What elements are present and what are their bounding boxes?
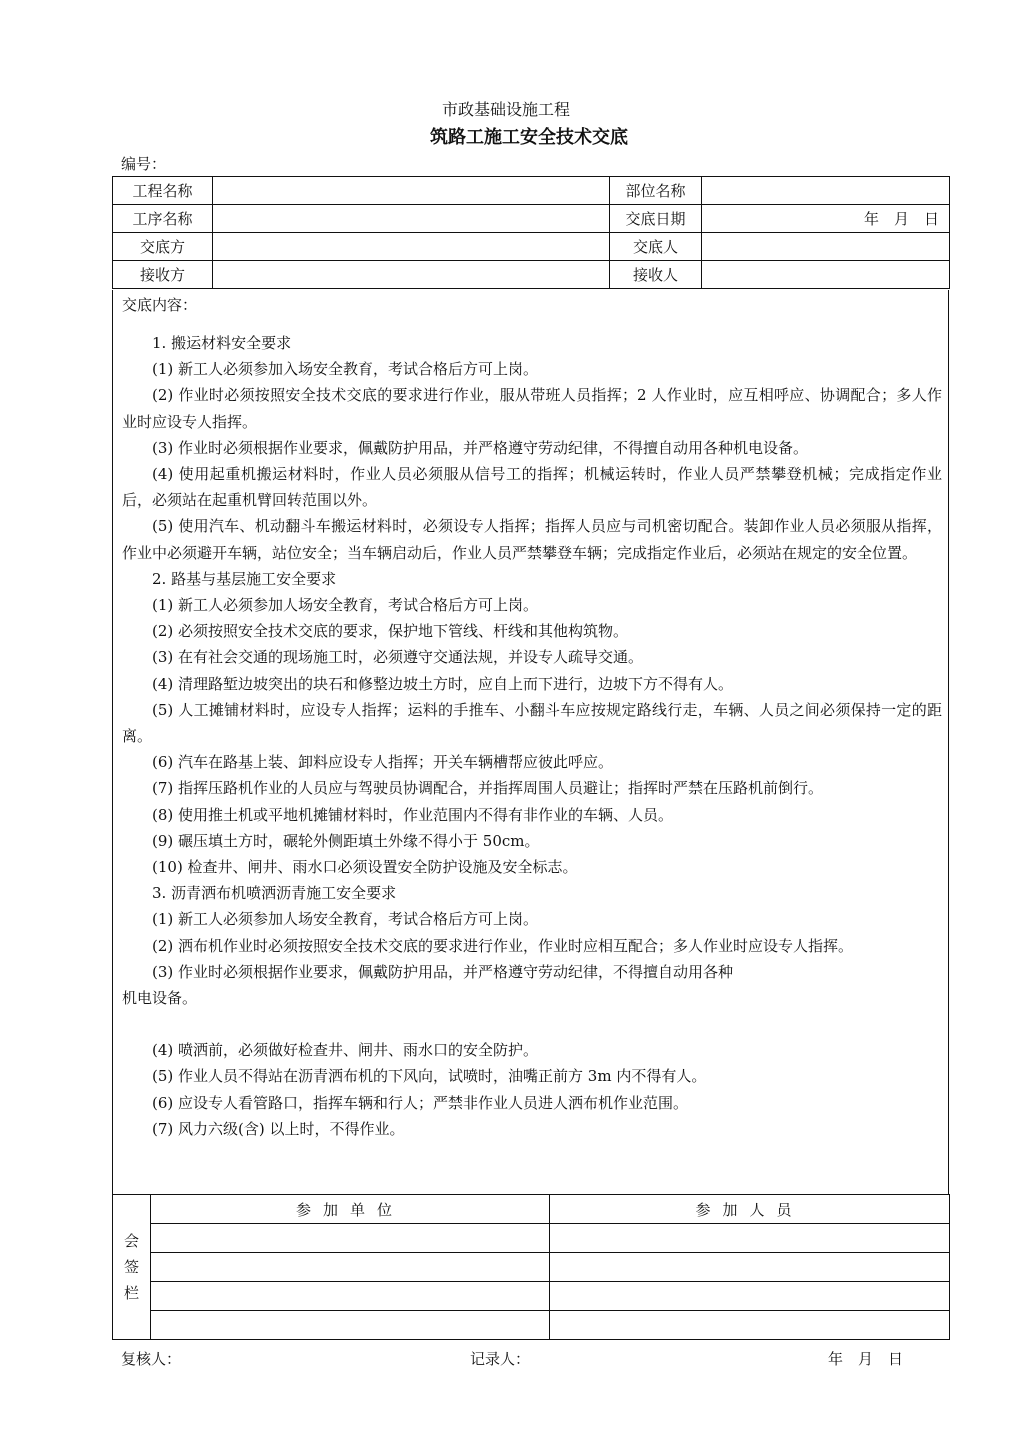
disclosure-date-field[interactable]: 年 月 日 xyxy=(702,205,950,233)
disclosure-content-box xyxy=(112,290,949,1194)
content-paragraph: (2) 作业时必须按照安全技术交底的要求进行作业，服从带班人员指挥；2 人作业时，应互相呼应、协调配合；多人作业时应设专人指挥。 xyxy=(122,386,942,431)
recorder-label: 记录人： xyxy=(470,1350,531,1368)
signature-row xyxy=(113,1311,950,1340)
side-char-lan: 栏 xyxy=(123,1284,139,1302)
disclosure-date-label: 交底日期 xyxy=(610,205,702,233)
document-title: 筑路工施工安全技术交底 xyxy=(430,127,628,148)
signature-table xyxy=(112,1194,950,1340)
receiving-party-field[interactable] xyxy=(213,261,610,289)
info-row-project xyxy=(113,177,950,205)
content-paragraph: (1) 新工人必须参加人场安全教育，考试合格后方可上岗。 xyxy=(152,910,539,929)
content-paragraph: (3) 在有社会交通的现场施工时，必须遵守交通法规，并设专人疏导交通。 xyxy=(152,648,644,667)
content-paragraph: (6) 应设专人看管路口，指挥车辆和行人；严禁非作业人员进人洒布机作业范围。 xyxy=(152,1093,689,1112)
receiving-party-label: 接收方 xyxy=(113,261,213,289)
disclosing-party-field[interactable] xyxy=(213,233,610,261)
content-body xyxy=(122,330,942,1142)
part-name-field[interactable] xyxy=(702,177,950,205)
footer-date-label: 年 月 日 xyxy=(828,1350,904,1368)
content-paragraph: (10) 检查井、闸井、雨水口必须设置安全防护设施及安全标志。 xyxy=(152,858,578,877)
side-char-hui: 会 xyxy=(123,1232,139,1250)
part-name-label: 部位名称 xyxy=(610,177,702,205)
participating-unit-cell[interactable] xyxy=(151,1224,550,1253)
content-paragraph: (5) 人工摊铺材料时，应设专人指挥；运料的手推车、小翻斗车应按规定路线行走，车辆、人员之间必须保持一定的距离。 xyxy=(122,700,942,746)
content-paragraph: (4) 喷洒前，必须做好检查井、闸井、雨水口的安全防护。 xyxy=(152,1041,539,1060)
receiver-field[interactable] xyxy=(702,261,950,289)
content-paragraph: (1) 新工人必须参加人场安全教育，考试合格后方可上岗。 xyxy=(152,596,539,615)
process-name-field[interactable] xyxy=(213,205,610,233)
content-paragraph: (5) 作业人员不得站在沥青洒布机的下风向，试喷时，油嘴正前方 3m 内不得有人。 xyxy=(152,1067,707,1086)
document-number-label: 编号： xyxy=(121,155,167,173)
participating-person-header: 参加人员 xyxy=(550,1195,950,1224)
participating-person-cell[interactable] xyxy=(550,1224,950,1253)
disclosing-party-label: 交底方 xyxy=(113,233,213,261)
content-paragraph: (7) 风力六级(含) 以上时，不得作业。 xyxy=(152,1119,405,1138)
discloser-label: 交底人 xyxy=(610,233,702,261)
signature-row xyxy=(113,1282,950,1311)
content-paragraph: (3) 作业时必须根据作业要求，佩戴防护用品，并严格遵守劳动纪律，不得擅自动用各种 xyxy=(152,962,734,981)
signature-row xyxy=(113,1224,950,1253)
content-paragraph: 机电设备。 xyxy=(122,989,198,1008)
participating-unit-header: 参加单位 xyxy=(151,1195,550,1224)
content-paragraph: (6) 汽车在路基上装、卸料应设专人指挥；开关车辆槽帮应彼此呼应。 xyxy=(152,753,614,772)
content-paragraph: (8) 使用推土机或平地机摊铺材料时，作业范围内不得有非作业的车辆、人员。 xyxy=(152,805,674,824)
content-paragraph: (4) 清理路堑边坡突出的块石和修整边坡土方时，应自上而下进行，边坡下方不得有人。 xyxy=(152,674,734,693)
participating-person-cell[interactable] xyxy=(550,1311,950,1340)
receiver-label: 接收人 xyxy=(610,261,702,289)
participating-unit-cell[interactable] xyxy=(151,1311,550,1340)
content-paragraph: (7) 指挥压路机作业的人员应与驾驶员协调配合，并指挥周围人员避让；指挥时严禁在压路机前倒行。 xyxy=(152,779,824,798)
content-paragraph: (2) 必须按照安全技术交底的要求，保护地下管线、杆线和其他构筑物。 xyxy=(152,622,629,641)
signature-header-row xyxy=(113,1195,950,1224)
content-paragraph: 3. 沥青洒布机喷洒沥青施工安全要求 xyxy=(152,884,397,903)
reviewer-label: 复核人： xyxy=(121,1350,182,1368)
content-paragraph: 1. 搬运材料安全要求 xyxy=(152,334,292,352)
info-table xyxy=(112,176,950,289)
content-paragraph: (2) 洒布机作业时必须按照安全技术交底的要求进行作业，作业时应相互配合；多人作业时应设专人指挥。 xyxy=(152,936,854,955)
side-char-qian: 签 xyxy=(123,1258,139,1276)
content-paragraph: (1) 新工人必须参加入场安全教育，考试合格后方可上岗。 xyxy=(152,360,539,379)
participating-unit-cell[interactable] xyxy=(151,1253,550,1282)
document-subtitle: 市政基础设施工程 xyxy=(441,100,570,119)
participating-unit-cell[interactable] xyxy=(151,1282,550,1311)
project-name-label: 工程名称 xyxy=(113,177,213,205)
participating-person-cell[interactable] xyxy=(550,1282,950,1311)
info-row-process xyxy=(113,205,950,233)
content-label: 交底内容： xyxy=(122,296,198,314)
signature-side-label xyxy=(113,1195,151,1340)
process-name-label: 工序名称 xyxy=(113,205,213,233)
content-paragraph: (9) 碾压填土方时，碾轮外侧距填土外缘不得小于 50cm。 xyxy=(152,831,540,850)
discloser-field[interactable] xyxy=(702,233,950,261)
content-paragraph: 2. 路基与基层施工安全要求 xyxy=(152,569,337,588)
content-paragraph: (3) 作业时必须根据作业要求，佩戴防护用品，并严格遵守劳动纪律，不得擅自动用各种机电设备。 xyxy=(152,438,809,457)
project-name-field[interactable] xyxy=(213,177,610,205)
participating-person-cell[interactable] xyxy=(550,1253,950,1282)
blank-line xyxy=(122,1011,942,1037)
content-paragraph: (4) 使用起重机搬运材料时，作业人员必须服从信号工的指挥；机械运转时，作业人员严禁攀登机械；完成指定作业后，必须站在起重机臂回转范围以外。 xyxy=(122,465,942,510)
content-paragraph: (5) 使用汽车、机动翻斗车搬运材料时，必须设专人指挥；指挥人员应与司机密切配合。装卸作业人员必须服从指挥，作业中必须避开车辆，站位安全；当车辆启动后，作业人员严禁攀登车辆；完成指定作业后，必须站在规定的安全位置。 xyxy=(122,517,942,562)
info-row-receiving xyxy=(113,261,950,289)
info-row-disclosing xyxy=(113,233,950,261)
signature-row xyxy=(113,1253,950,1282)
